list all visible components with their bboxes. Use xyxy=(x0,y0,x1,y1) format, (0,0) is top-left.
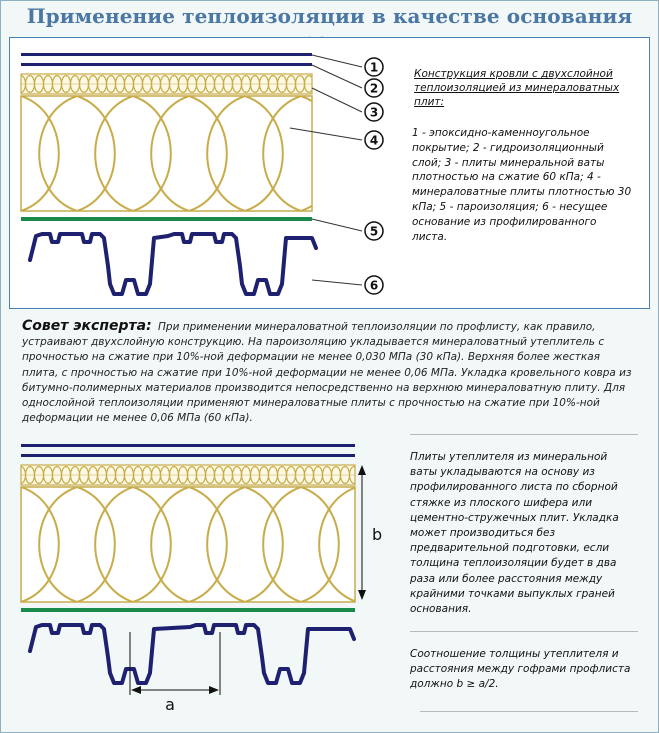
ratio-note: Соотношение толщины утеплителя и расстояния между гофрами профлиста должно b ≥ a/2. xyxy=(410,648,631,691)
divider-2 xyxy=(410,631,638,632)
soft-wool-fiber xyxy=(0,487,3,602)
callout-2-label: 2 xyxy=(369,81,379,96)
d2-layer-profiled-sheet xyxy=(30,625,354,683)
layer-3-dense-wool xyxy=(17,74,332,94)
callout-4 xyxy=(365,131,383,149)
d2-layer-vapor-barrier xyxy=(21,608,355,612)
divider-3 xyxy=(420,711,638,712)
d2-layer-dense-wool xyxy=(17,465,377,485)
callout-2 xyxy=(365,79,383,97)
callout-6 xyxy=(365,276,383,294)
layer-5-vapor-barrier xyxy=(21,217,312,221)
laying-note: Плиты утеплителя из минеральной ваты укладываются на основу из профилированного листа по сборной стяжке из плоского шифера или цементно-стружечных плит. Укладка может производиться без предварительной подготовки, если толщина теплоизоляции будет в два раза или более расстояния между крайними точками выпуклых граней основания. xyxy=(410,451,619,616)
callout-5-label: 5 xyxy=(369,224,379,239)
layer-4-soft-wool xyxy=(0,96,469,211)
callout-3-label: 3 xyxy=(369,105,379,120)
construction-heading: Конструкция кровли с двухслойной теплоизоляцией из минераловатных плит: xyxy=(414,68,620,108)
soft-wool-fiber xyxy=(357,487,395,602)
layer-6-profiled-sheet xyxy=(30,234,316,294)
callout-1 xyxy=(365,58,383,76)
layer-1-coating xyxy=(21,53,312,56)
dense-wool-fiber xyxy=(368,467,377,484)
dimension-a xyxy=(130,632,220,714)
layer-2-waterproofing xyxy=(21,63,312,66)
dense-wool-fiber xyxy=(323,76,332,93)
callout-4-label: 4 xyxy=(369,133,379,148)
dimension-b xyxy=(358,465,382,600)
dimension-a-label: a xyxy=(165,695,175,714)
callout-3 xyxy=(365,103,383,121)
callout-6-label: 6 xyxy=(369,278,379,293)
d2-layer-coating xyxy=(21,444,355,447)
callout-1-label: 1 xyxy=(369,60,379,75)
d2-layer-soft-wool xyxy=(0,487,469,602)
expert-advice-heading: Совет эксперта: xyxy=(22,318,152,334)
divider-1 xyxy=(410,434,638,435)
page-title: Применение теплоизоляции в качестве основания xyxy=(26,4,633,28)
d2-layer-waterproofing xyxy=(21,454,355,457)
soft-wool-fiber xyxy=(319,96,357,211)
callout-5 xyxy=(365,222,383,240)
dimension-b-label: b xyxy=(372,525,383,544)
soft-wool-fiber xyxy=(0,96,21,211)
expert-advice-text: При применении минераловатной теплоизоляции по профлисту, как правило, устраивают двухслойную конструкцию. На пароизоляцию укладывается минераловатный утеплитель с прочностью на сжатие при 10%-ной деформации не менее 0,030 МПа (30 кПа). Верхняя более жесткая плита, с прочностью на сжатие при 10%-ной деформации не менее 0,06 МПа. Укладка кровельного ковра из битумно-полимерных материалов производится непосредственно на верхнюю минераловатную плиту. Для однослойной теплоизоляции применяют минераловатные плиты с прочностью на сжатие при 10%-ной деформации не менее 0,06 МПа (60 кПа). xyxy=(22,321,632,425)
expert-advice xyxy=(22,319,637,426)
soft-wool-fiber xyxy=(375,487,413,602)
soft-wool-fiber xyxy=(0,96,3,211)
construction-legend: 1 - эпоксидно-каменноугольное покрытие; 2 - гидроизоляционный слой; 3 - плиты минеральной ваты плотностью на сжатие 60 кПа; 4 - минераловатные плиты плотностью 30 кПа; 5 - пароизоляция; 6 - несущее основание из профилированного листа. xyxy=(412,127,632,243)
soft-wool-fiber xyxy=(0,487,21,602)
